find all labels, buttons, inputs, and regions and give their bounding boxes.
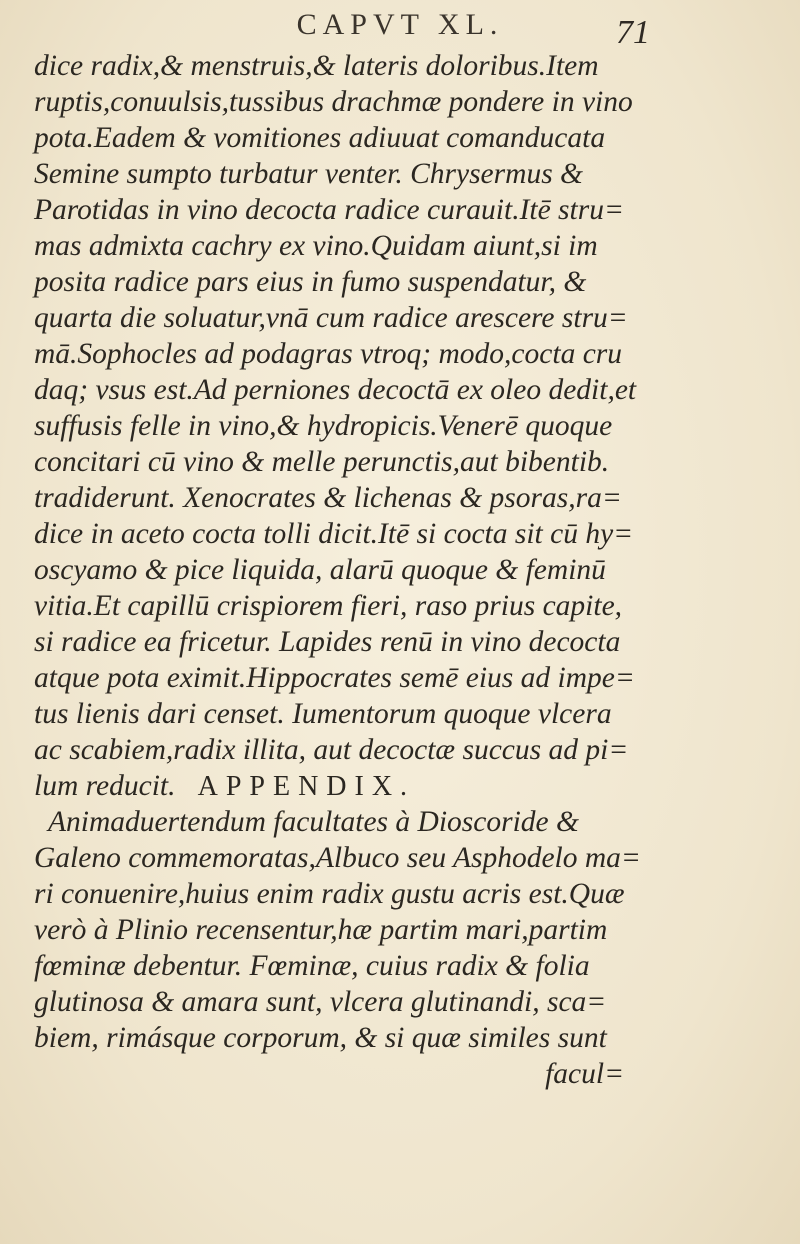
catchword: facul= bbox=[545, 1058, 624, 1090]
appendix-line: ri conuenire,huius enim radix gustu acris est.Quæ bbox=[34, 878, 625, 910]
text-line: mā.Sophocles ad podagras vtroq; modo,cocta cru bbox=[34, 338, 623, 370]
text-line: mas admixta cachry ex vino.Quidam aiunt,si im bbox=[34, 230, 598, 262]
text-line: oscyamo & pice liquida, alarū quoque & feminū bbox=[34, 554, 606, 586]
appendix-line: biem, rimásque corporum, & si quæ similes sunt bbox=[34, 1022, 607, 1054]
text-line: concitari cū vino & melle perunctis,aut bibentib. bbox=[34, 446, 610, 478]
text-line: tradiderunt. Xenocrates & lichenas & psoras,ra= bbox=[34, 482, 622, 514]
text-line bbox=[34, 768, 774, 804]
text-line: suffusis felle in vino,& hydropicis.Venerē quoque bbox=[34, 410, 613, 442]
text-line: dice radix,& menstruis,& lateris doloribus.Item bbox=[34, 50, 599, 82]
text-line: Parotidas in vino decocta radice curauit.Itē stru= bbox=[34, 194, 624, 226]
text-line: ac scabiem,radix illita, aut decoctæ succus ad pi= bbox=[34, 734, 629, 766]
text-line: quarta die soluatur,vnā cum radice arescere stru= bbox=[34, 302, 628, 334]
text-line: daq; vsus est.Ad perniones decoctā ex oleo dedit,et bbox=[34, 374, 637, 406]
appendix-line: fœminæ debentur. Fœminæ, cuius radix & folia bbox=[34, 950, 590, 982]
text-line: si radice ea fricetur. Lapides renū in vino decocta bbox=[34, 626, 621, 658]
appendix-line: verò à Plinio recensentur,hæ partim mari,partim bbox=[34, 914, 608, 946]
page-number: 71 bbox=[616, 14, 650, 51]
body-text bbox=[34, 48, 774, 1092]
text-line: dice in aceto cocta tolli dicit.Itē si cocta sit cū hy= bbox=[34, 518, 634, 550]
appendix-line: glutinosa & amara sunt, vlcera glutinandi, sca= bbox=[34, 986, 607, 1018]
appendix-line: Animaduertendum facultates à Dioscoride & bbox=[48, 806, 579, 838]
text-line: ruptis,conuulsis,tussibus drachmæ pondere in vino bbox=[34, 86, 633, 118]
page-header bbox=[0, 8, 800, 51]
text-line: vitia.Et capillū crispiorem fieri, raso prius capite, bbox=[34, 590, 623, 622]
text-line: posita radice pars eius in fumo suspendatur, & bbox=[34, 266, 587, 298]
text-line: pota.Eadem & vomitiones adiuuat comanducata bbox=[34, 122, 606, 154]
text-line: atque pota eximit.Hippocrates semē eius ad impe= bbox=[34, 662, 635, 694]
appendix-line: Galeno commemoratas,Albuco seu Asphodelo ma= bbox=[34, 842, 641, 874]
text-line: Semine sumpto turbatur venter. Chrysermus & bbox=[34, 158, 583, 190]
text-line: tus lienis dari censet. Iumentorum quoque vlcera bbox=[34, 698, 612, 730]
appendix-heading: APPENDIX. bbox=[197, 771, 416, 802]
text-line-content: lum reducit. bbox=[34, 770, 176, 802]
running-head: CAPVT XL. bbox=[296, 8, 504, 41]
